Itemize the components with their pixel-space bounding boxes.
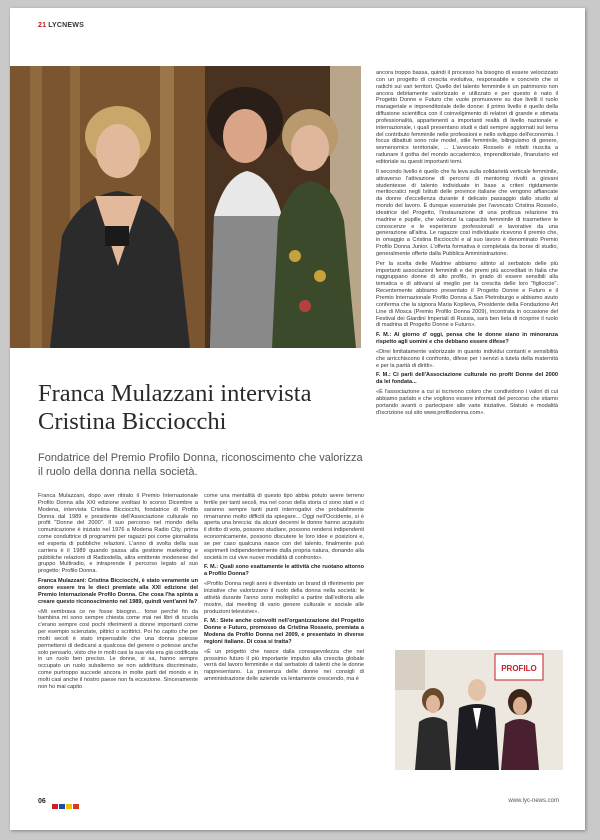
flag-1 xyxy=(52,804,58,809)
answer-5: «È l'associazione a cui si iscrivono coloro che condividono i valori di cui abbiamo parlato e che vogliono essere informati del percorso che stiamo portando avanti o partecipare alle varie iniziative. Statuto e modalità d'iscrizione sul sito www.profilodonna.com». xyxy=(376,389,558,416)
answer-2: «Profilo Donna negli anni è diventato un brand di riferimento per iniziative che valorizzano il ruolo della donna nella società: le attività durante l'anno sono molteplici a partire dall'editoria alle mostre, dai meeting di vario genere culturale e sociale alle produzioni televisive». xyxy=(204,581,364,615)
question-5: F. M.: Ci parli dell'Associazione culturale no profit Donne del 2000 da lei fondata... xyxy=(376,372,558,386)
answer-3: «È un progetto che nasce dalla consapevolezza che nel prossimo futuro il più importante impulso alla crescita globale verrà dal lavoro femminile e dal serbatoio di talenti che le donne rappresentano. La presenza delle donne nei consigli di amministrazione delle aziende va lentamente crescendo, ma è xyxy=(204,648,364,683)
article-column-1 xyxy=(38,493,198,694)
header-section: LYCNEWS xyxy=(48,22,84,29)
flag-3 xyxy=(66,804,72,809)
event-photo xyxy=(395,650,563,770)
flag-2 xyxy=(59,804,65,809)
intro-paragraph: Franca Mulazzani, dopo aver ritirato il Premio Internazionale Profilo Donna alla XXI edizione svoltasi lo scorso Dicembre a Modena, intervista Cristina Bicciocchi, fondatrice di Profilo Donna dal 1989 e presidente dell'Associazione culturale no profit "Donne del 2000". Il suo percorso nel mondo della comunicazione è iniziato nel 1976 a Modena Radio City, prima come conduttrice di programmi per ragazzi poi come giornalista ed esperta di pubbliche relazioni. L'anno di svolta della sua carriera è il 1989 quando passa alla gestione marketing e pubbliche relazioni di Radiostella, altra emittente modenese del gruppo Multiradio, e intraprende il percorso legato al suo progetto: Profilo Donna. xyxy=(38,493,198,575)
footer-flags xyxy=(52,798,80,816)
answer-1-continued: come una mentalità di questo tipo abbia potuto avere terreno fertile per tanti secoli, ma nel corso della storia ci sono stati e ci saranno sempre tanti punti interrogativi che probabilmente rimarranno molto difficili da spiegare... Oggi nell'Occidente, si è aperta una breccia: da alcuni decenni le donne hanno acquisito il diritto di voto, possono studiare, possono rendersi indipendenti economicamente, possono discutere le loro idee e posizioni e, se per caso qualcuna nasce con del talento, finalmente può esprimerli indipendentemente dalla propria natura, donando alla società in cui vive nuove modalità di confronto». xyxy=(204,493,364,561)
footer-url: www.lyc-news.com xyxy=(508,798,559,804)
footer-page-number: 06 xyxy=(38,798,46,805)
event-photo-illustration xyxy=(395,650,563,770)
answer-3-continued: ancora troppo bassa, quindi il processo ha bisogno di essere velocizzato con un progetto di crescita evolutiva, responsabile e concreto che si radichi sui vari territori. Quello del talento femminile è un patrimonio non ancora debitamente valorizzato e utilizzato e per questo è nato il Progetto Donne e Futuro che vuole promuovere su due livelli il ruolo manageriale e imprenditoriale delle donne: il primo livello è quello della diffusione scientifica con il coinvolgimento di relatori di grande e stimata professionalità, appartenenti a importanti realtà di livello nazionale e internazionale, i quali presentano studi e dati sempre aggiornati sul tema del contributo femminile nelle professioni e nello sviluppo dell'economia. I focus dibattuti sono role model, stile femminile, bilinguismo di genere, womenomics territoriale, ... L'avvocato Rosselo è infatti riuscita a radunare il gotha del mondo accademico, imprenditoriale, finanziario ed editoriale su questi importanti temi. xyxy=(376,70,558,165)
paragraph-madrine: Per la scelta delle Madrine abbiamo attinto al serbatoio delle più importanti associazioni femminili e dei premi più accreditati in Italia che raggruppano donne di alto profilo, in grado di essere sensibili alla tematica e di attivarsi al meglio per la crescita delle loro "figlioccie". Recentemente abbiamo presentato il Progetto Donne e Futuro e il Premio Internazionale Profilo Donna a San Pietroburgo e abbiamo avuto conferma che la signora Maria Koplieva, Presidente della Fondazione Art Line di Mosca (Premio Profilo Donna 2009), incontrata in occasione del Festival dei Giardini Imperiali di Russia, sarà ben lieta di ricoprire il ruolo di madrina di Progetto Donne e Futuro». xyxy=(376,260,558,329)
answer-4: «Direi limitatamente valorizzate in quanto individui contanti e sensibilità che arricchiscono il confronto, difese per i servizi a tutela della maternità e per la parità di diritti». xyxy=(376,348,558,369)
magazine-page xyxy=(10,8,585,830)
title-line-2: Cristina Bicciocchi xyxy=(38,408,227,435)
question-3: F. M.: Siete anche coinvolti nell'organizzazione del Progetto Donne e Futuro, promosso da Cristina Rosseio, premiata a Modena da Profilo Donna nel 2009, e presentato in diverse regioni italiane. Di cosa si tratta? xyxy=(204,618,364,645)
answer-1: «Mi sembrava ce ne fosse bisogno... forse perché fin da bambina mi sono sempre chiesta come mai nei libri di scuola c'erano sempre così pochi riferimenti a donne importanti come per esempio scienziate, pittrici o scrittrici. Poi ho capito che per molti secoli è stato impensabile che una donna potesse permettersi di dedicarsi a qualcosa del genere o potesse anche solo pensarlo, visto che in molti casi la sua vita era già codificata in un ruolo ben preciso. Le donne, si sa, hanno sempre occupato un ruolo subalterno se non addirittura discriminato, come purtroppo succede ancora in molte parti del mondo e in molti casi anche il nostro paese non fa eccezione. Sinceramente non ho mai capito xyxy=(38,608,198,690)
flag-4 xyxy=(73,804,79,809)
article-subtitle: Fondatrice del Premio Profilo Donna, riconoscimento che valorizza il ruolo della donna nella società. xyxy=(38,452,363,478)
question-1: Franca Mulazzani: Cristina Bicciocchi, è stato veramente un onore essere tra le dieci premiate alla XXI edizione del Premio Internazionale Profilo Donna. Che cosa l'ha spinta a creare questo riconoscimento nel 1989, quindi vent'anni fa? xyxy=(38,578,198,605)
page-header xyxy=(38,22,84,29)
article-title xyxy=(38,380,368,436)
article-column-3 xyxy=(376,70,558,420)
article-column-2 xyxy=(204,493,364,686)
event-sign-text: PROFILO xyxy=(501,664,537,673)
main-photo xyxy=(10,66,361,348)
header-page-number: 21 xyxy=(38,22,47,29)
question-2: F. M.: Quali sono esattamente le attività che ruotano attorno a Profilo Donna? xyxy=(204,564,364,578)
question-4: F. M.: Al giorno d' oggi, pensa che le donne siano in minoranza rispetto agli uomini e che debbano essere difese? xyxy=(376,332,558,346)
paragraph-secondo-livello: Il secondo livello è quello che fa leva sulla solidarietà verticale femminile, attraverso l'attivazione di percorsi di mentoring rivolti a giovani studentesse di talento individuate in base a criteri rigidamente meritocratici negli Istituti delle province italiane che vengono affiancate da donne d'eccellenza durante il delicato passaggio dallo studio al mondo del lavoro. È dunque essenziale per l'avvocato Cristina Rosselo, ideatrice del Progetto, l'instaurazione di una proficua relazione tra madrine e pupille, che valorizzi la capacità femminile di trasmettere le conoscenze e le esperienze professionali e lavorative da una generazione all'altra. Le ragazze così individuate ricevono il premio che, in omaggio a Cristina Bicciocchi e al suo lavoro è denominato Premio Profilo Donna Junior. L'offerta formativa è completata da borse di studio, generalmente offerte dalla Pubblica Amministrazione. xyxy=(376,168,558,257)
main-photo-illustration xyxy=(10,66,361,348)
title-line-1: Franca Mulazzani intervista xyxy=(38,380,312,407)
